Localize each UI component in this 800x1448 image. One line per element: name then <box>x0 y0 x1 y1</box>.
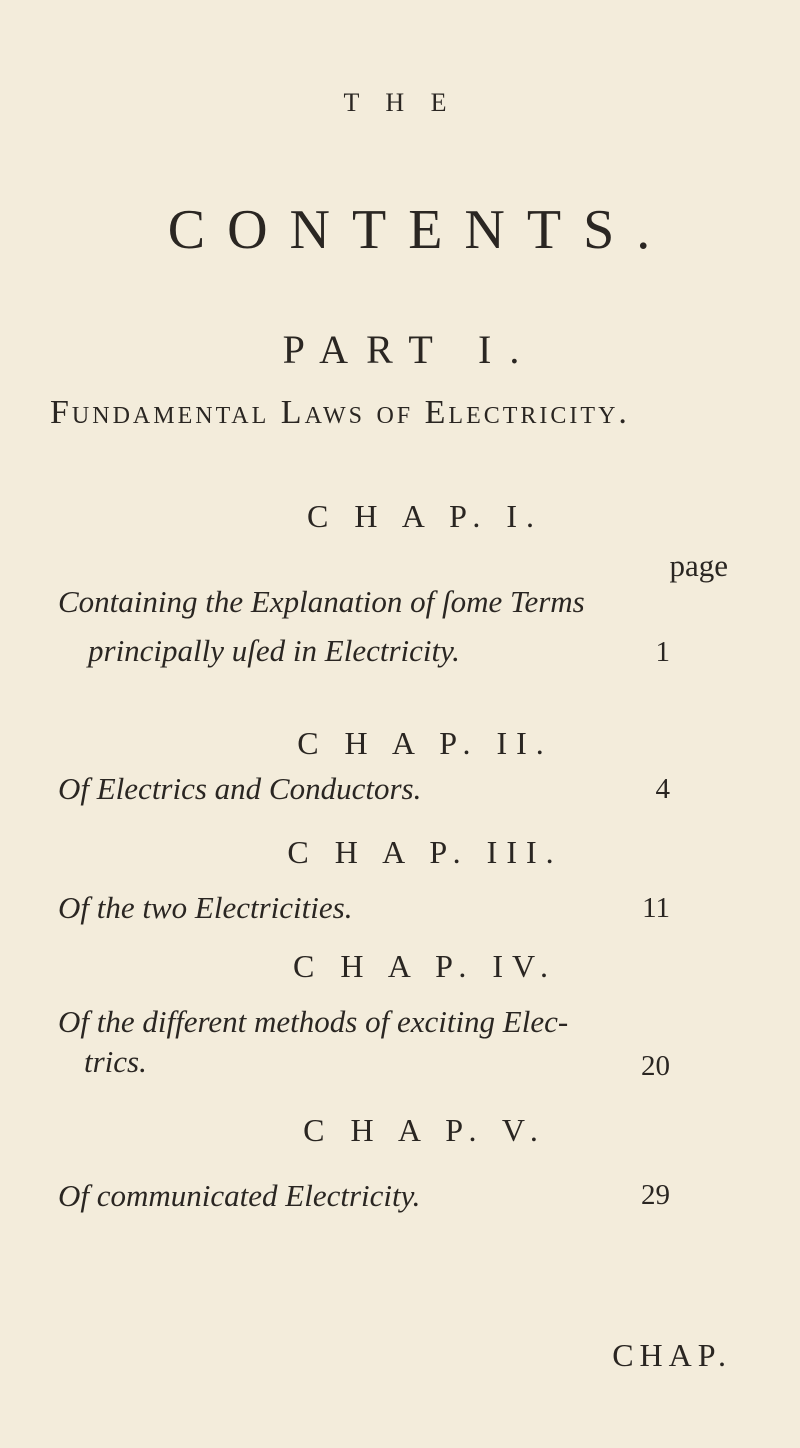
chapter-3-title-line-1: Of the two Electricities. <box>58 890 353 925</box>
chapter-2-page-number: 4 <box>655 773 670 805</box>
chapter-1-title-line-2: principally uſed in Electricity. <box>88 633 460 668</box>
chapter-1-page-number: 1 <box>655 636 670 668</box>
page-column-label: page <box>669 548 728 583</box>
chapter-2-title-line-1: Of Electrics and Conductors. <box>58 771 422 806</box>
chapter-5-heading: C H A P. V. <box>303 1112 547 1148</box>
chapter-4-page-number: 20 <box>641 1050 670 1082</box>
chapter-4-title-line-1: Of the different methods of exciting Elec- <box>58 1004 569 1039</box>
chapter-3-page-number: 11 <box>642 892 670 924</box>
chapter-4-title-line-2: trics. <box>84 1044 147 1079</box>
chapter-5-page-number: 29 <box>641 1179 670 1211</box>
contents-title: CONTENTS. <box>167 199 673 261</box>
chapter-3-heading: C H A P. III. <box>287 834 563 870</box>
catchword: CHAP. <box>612 1337 732 1373</box>
chapter-5-title-line-1: Of communicated Electricity. <box>58 1178 421 1213</box>
the-heading: T H E <box>343 88 457 117</box>
chapter-1-heading: C H A P. I. <box>307 498 543 534</box>
chapter-1-title-line-1: Containing the Explanation of ſome Terms <box>58 584 585 619</box>
chapter-4-heading: C H A P. IV. <box>293 948 557 984</box>
part-subtitle: Fundamental Laws of Electricity. <box>50 394 630 431</box>
chapter-2-heading: C H A P. II. <box>297 725 553 761</box>
part-heading: PART I. <box>282 327 538 372</box>
